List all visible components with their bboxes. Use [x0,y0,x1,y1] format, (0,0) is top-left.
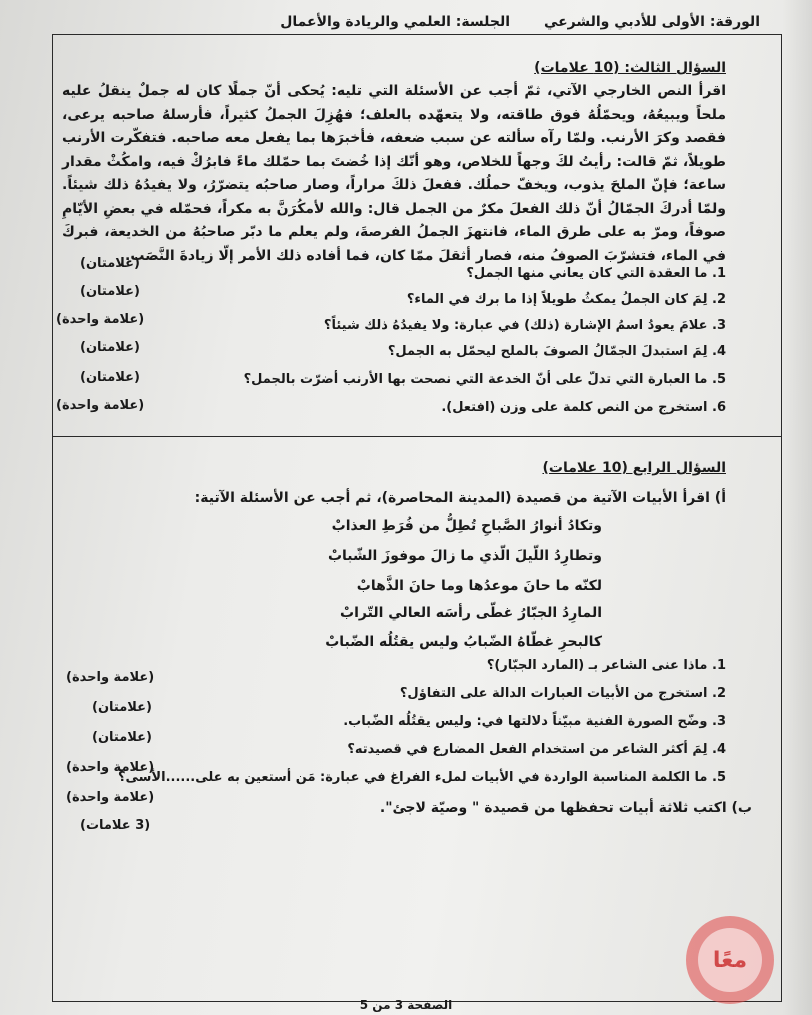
poem-verse: المارِدُ الجبّارُ غطّى رأسَه العالي التّرابْ [340,605,602,621]
q3-mark: (علامتان) [80,340,140,355]
question4-intro: أ) اقرأ الأبيات الآتية من قصيدة (المدينة المحاصرة)، ثم أجب عن الأسئلة الآتية: [194,490,726,506]
poem-verse: وتكادُ أنوارُ الصَّباحِ تُطِلُّ من فُرَطِ العذابْ [331,518,602,534]
q3-item: 4. لِمَ استبدلَ الجمّالُ الصوفَ بالملح ليحمّل به الجمل؟ [387,344,726,359]
q4-part-b-mark: (3 علامات) [80,818,151,833]
q3-item: 5. ما العبارة التي تدلّ على أنّ الخدعة التي نصحت بها الأرنب أضرّت بالجمل؟ [243,372,726,387]
q4-item: 3. وضّح الصورة الفنية مبيّناً دلالتها في: وليس يقتُلُه الضّباب. [343,714,726,729]
q3-mark: (علامتان) [80,370,140,385]
question3-passage: اقرأ النص الخارجي الآتي، ثمّ أجب عن الأسئلة التي تليه: يُحكى أنّ جملًا كان له جملٌ ينقلُ عليه ملحاً ويبيعُهُ، ويحمّلُهُ فوق طاقته، ولا يتعهّده بالعلف؛ فهُزِلَ الجملُ كثيراً، فأرسلهُ صاحبه يرعى، فقصد وكرَ الأرنب. ولمّا رآه سألته عن سبب ضعفه، فأخبرَها بما يفعل معه صاحبه. فتفكّرت الأرنب طويلاً، ثمّ قالت: رأيتُ لكَ وجهاً للخلاص، وهو أنّك إذا خُضتَ بما حمّلك ماءً فابرُكْ فيه، وامكُثْ مقدار ساعة؛ فإنّ الملحَ يذوب، ويخفّ حملُك. ففعلَ ذلكَ مراراً، وصار صاحبُه يتضرّرُ، ولا يفيدُهُ ذلك شيئاً. ولمّا أدركَ الجمّالُ أنّ ذلك الفعلَ مكرٌ من الجمل قال: والله لأمكُرَنَّ به مكراً، فحمّله في بعضِ الأيّامِ صوفاً، ومرّ به على طرق الماء، فانتهزَ الجملُ الفرصةَ، ولم يعلم ما دبّر صاحبُهُ من الخديعة، فبركَ في الماء، فتشرّبَ الصوفُ منه، فصار أثقلَ ممّا كان، فما أفاده ذلك الأمر إلّا زيادةَ النَّصَب. [62,83,726,264]
section-divider [52,436,782,437]
q4-mark: (علامتان) [92,730,152,745]
poem-verse: كالبحرِ غطّاهُ الضّبابُ وليس يقتُلُه الضّبابْ [325,634,602,650]
q4-mark: (علامتان) [92,700,152,715]
q3-mark: (علامتان) [80,284,140,299]
q4-item: 4. لِمَ أكثر الشاعر من استخدام الفعل المضارع في قصيدته؟ [347,742,726,757]
q3-item: 6. استخرج من النص كلمة على وزن (افتعل). [441,400,726,415]
q3-item: 3. علامَ يعودُ اسمُ الإشارة (ذلك) في عبارة: ولا يفيدُهُ ذلك شيئاً؟ [323,318,726,333]
paper-label: الورقة: الأولى للأدبي والشرعي [543,14,760,30]
q3-item: 1. ما العقدة التي كان يعاني منها الجمل؟ [466,266,726,281]
q4-part-b: ب) اكتب ثلاثة أبيات تحفظها من قصيدة " وصيّة لاجئ". [379,800,752,816]
page-header [150,8,760,34]
logo-text: معًا [698,928,762,992]
question4-title: السؤال الرابع (10 علامات) [542,460,726,476]
question3-title: السؤال الثالث: (10 علامات) [534,60,726,76]
session-label: الجلسة: العلمي والريادة والأعمال [280,14,510,30]
poem-verse: وتطارِدُ اللّيلَ الّذي ما زالَ موفوزَ الشّبابْ [327,548,602,564]
page-number: الصفحة 3 من 5 [359,998,453,1012]
q3-mark: (علامة واحدة) [56,398,145,413]
q4-item: 2. استخرج من الأبيات العبارات الدالة على التفاؤل؟ [399,686,726,701]
q3-mark: (علامة واحدة) [56,312,145,327]
q4-mark: (علامة واحدة) [66,790,155,805]
q4-item: 1. ماذا عنى الشاعر بـ (المارد الجبّار)؟ [486,658,726,673]
poem-verse: لكنّه ما حانَ موعدُها وما حانَ الذَّهابْ [356,578,602,594]
q4-item: 5. ما الكلمة المناسبة الواردة في الأبيات لملء الفراغ في عبارة: مَن أستعين به على......الأسى؟ [117,770,726,785]
q4-mark: (علامة واحدة) [66,670,155,685]
watermark-logo [686,916,774,1004]
q3-mark: (علامتان) [80,256,140,271]
q3-item: 2. لِمَ كان الجملُ يمكثُ طويلاً إذا ما برك في الماء؟ [406,292,726,307]
edge-shadow [782,0,812,1015]
q4-mark: (علامة واحدة) [66,760,155,775]
